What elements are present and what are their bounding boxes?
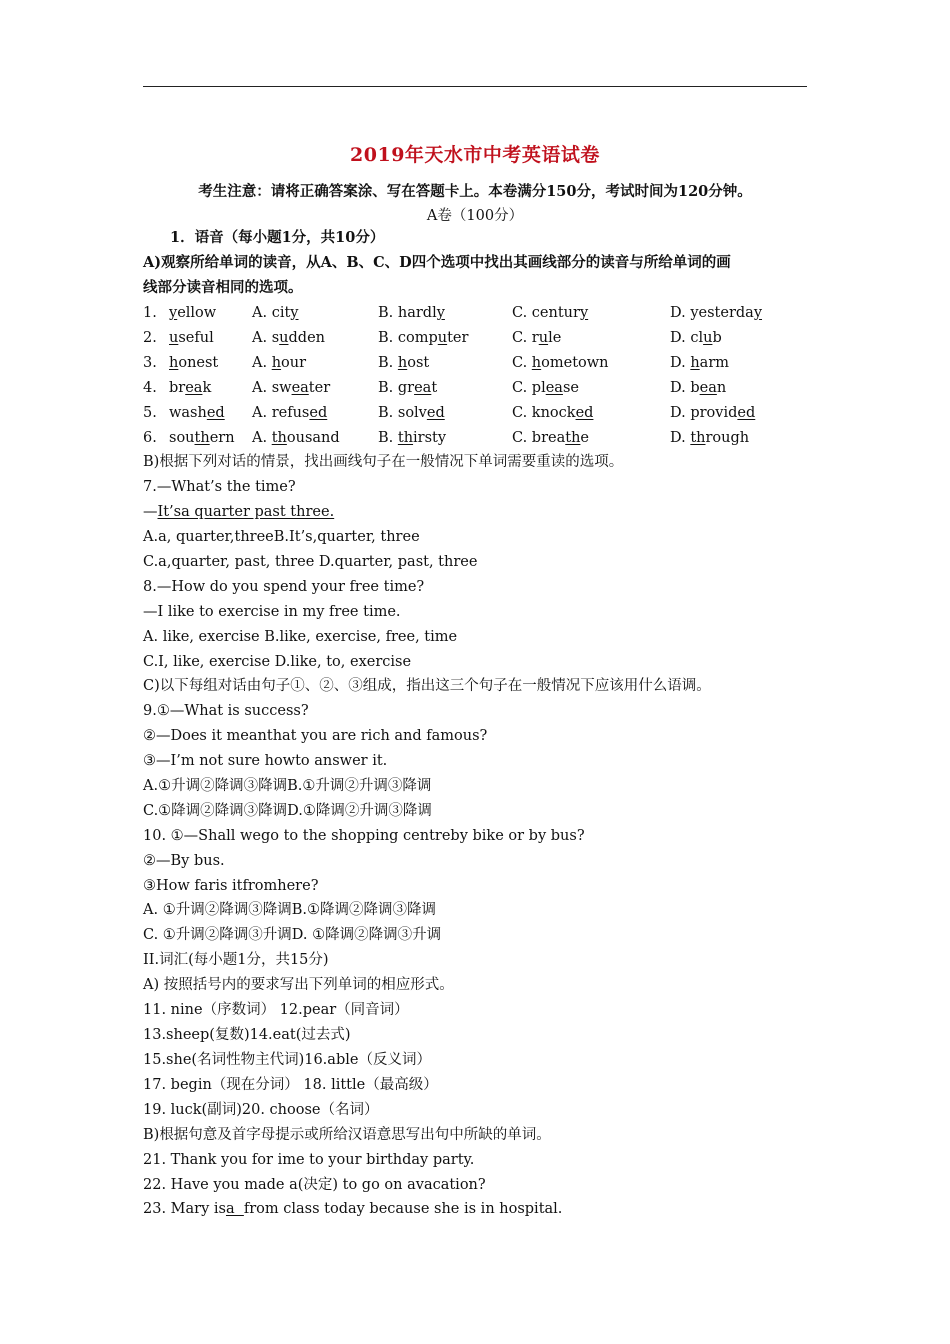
word-prefix: yesterda <box>690 305 754 321</box>
partA-instruction-line2: 线部分读音相同的选项。 <box>143 279 303 296</box>
word-prefix: pl <box>531 380 546 396</box>
underlined-letters: u <box>538 330 549 346</box>
option-letter: A. <box>252 380 272 396</box>
phonics-option <box>252 429 340 447</box>
phonics-question-number: 2. <box>143 330 157 346</box>
phonics-option <box>378 404 445 422</box>
word-prefix: brea <box>531 430 566 446</box>
q10-options-cd: C. ①升调②降调③升调D. ①降调②降调③升调 <box>143 927 442 943</box>
underlined-letters: h <box>271 355 282 371</box>
s23-answer-blank: a <box>225 1201 244 1217</box>
word-prefix: wash <box>169 405 207 421</box>
option-letter: C. <box>512 430 532 446</box>
phonics-option <box>512 354 609 372</box>
word-suffix: ellow <box>177 305 217 321</box>
q9-line2: ②—Does it meanthat you are rich and famous? <box>143 728 488 744</box>
phonics-option <box>512 304 588 322</box>
dash: — <box>143 504 158 520</box>
word-prefix: b <box>690 380 700 396</box>
option-letter: D. <box>670 405 691 421</box>
underlined-letters: th <box>565 430 581 446</box>
phonics-option <box>512 379 579 397</box>
q9-line3: ③—I’m not sure howto answer it. <box>143 753 388 769</box>
underlined-letters: u <box>437 330 448 346</box>
vocab-19-20: 19. luck(副词)20. choose（名词） <box>143 1102 379 1118</box>
option-letter: B. <box>378 405 398 421</box>
option-letter: A. <box>252 405 272 421</box>
word-suffix: our <box>281 355 307 371</box>
underlined-letters: ea <box>291 380 309 396</box>
word-suffix: ter <box>308 380 331 396</box>
phonics-option <box>512 329 561 347</box>
underlined-letters: y <box>579 305 589 321</box>
underlined-letters: h <box>169 355 179 371</box>
word-suffix: t <box>431 380 438 396</box>
underlined-letters: ed <box>426 405 445 421</box>
option-letter: A. <box>252 305 272 321</box>
word-prefix: comp <box>397 330 438 346</box>
option-letter: D. <box>670 430 691 446</box>
phonics-option <box>252 304 299 322</box>
underlined-letters: y <box>436 305 445 321</box>
underlined-letters: u <box>703 330 713 346</box>
word-suffix: e <box>580 430 590 446</box>
option-letter: C. <box>512 405 532 421</box>
word-suffix: le <box>548 330 562 346</box>
word-suffix: ometown <box>541 355 609 371</box>
q10-line1: 10. ①—Shall wego to the shopping centreby bike or by bus? <box>143 828 585 844</box>
s23-prefix: 23. Mary is <box>143 1201 226 1217</box>
q7-answer-line <box>143 503 334 521</box>
option-letter: C. <box>512 305 532 321</box>
word-suffix: ern <box>209 430 235 446</box>
header-rule <box>143 86 807 87</box>
underlined-letters: ea <box>545 380 563 396</box>
section-a-label: A卷（100分） <box>426 208 524 224</box>
underlined-letters: y <box>290 305 299 321</box>
underlined-letters: ea <box>185 380 203 396</box>
option-letter: D. <box>670 355 691 371</box>
phonics-option <box>378 379 437 397</box>
word-suffix: arm <box>699 355 729 371</box>
word-suffix: n <box>716 380 727 396</box>
option-letter: B. <box>378 305 398 321</box>
word-prefix: sou <box>169 430 195 446</box>
word-suffix: ousand <box>286 430 340 446</box>
phonics-option <box>252 354 306 372</box>
part2B-instruction: B)根据句意及首字母提示或所给汉语意思写出句中所缺的单词。 <box>143 1127 551 1143</box>
q9-options-cd: C.①降调②降调③降调D.①降调②升调③降调 <box>143 803 432 819</box>
phonics-question-number: 1. <box>143 305 157 321</box>
phonics-option <box>252 329 325 347</box>
vocab-11-12: 11. nine（序数词） 12.pear（同音词） <box>143 1002 409 1018</box>
phonics-question-number: 3. <box>143 355 157 371</box>
option-letter: D. <box>670 330 691 346</box>
word-prefix: knock <box>531 405 576 421</box>
q7-prompt: 7.—What’s the time? <box>143 479 296 495</box>
q9-line1: 9.①—What is success? <box>143 703 309 719</box>
phonics-option <box>670 304 762 322</box>
sentence-22: 22. Have you made a(决定) to go on avacation? <box>143 1177 486 1193</box>
word-prefix: br <box>169 380 186 396</box>
underlined-letters: u <box>169 330 179 346</box>
q8-options-cd: C.I, like, exercise D.like, to, exercise <box>143 654 412 670</box>
phonics-option <box>252 379 330 397</box>
phonics-option <box>670 429 749 447</box>
option-letter: D. <box>670 380 691 396</box>
q10-options-ab: A. ①升调②降调③降调B.①降调②降调③降调 <box>143 902 436 918</box>
phonics-option <box>670 329 722 347</box>
q8-answer-line: —I like to exercise in my free time. <box>143 604 401 620</box>
word-prefix: gr <box>397 380 415 396</box>
q8-prompt: 8.—How do you spend your free time? <box>143 579 425 595</box>
word-suffix: onest <box>178 355 219 371</box>
word-prefix: cit <box>271 305 291 321</box>
phonics-given-word <box>169 404 225 422</box>
phonics-given-word <box>169 304 216 322</box>
word-suffix: b <box>712 330 722 346</box>
underlined-letters: th <box>690 430 706 446</box>
underlined-letters: ea <box>699 380 717 396</box>
underlined-letters: h <box>690 355 700 371</box>
word-suffix: irsty <box>413 430 447 446</box>
phonics-option <box>670 354 729 372</box>
underlined-letters: th <box>271 430 287 446</box>
phonics-option <box>378 429 446 447</box>
option-letter: C. <box>512 380 532 396</box>
phonics-given-word <box>169 429 235 447</box>
option-letter: A. <box>252 430 272 446</box>
part2A-instruction: A) 按照括号内的要求写出下列单词的相应形式。 <box>143 977 454 993</box>
underlined-letters: h <box>531 355 542 371</box>
word-prefix: sw <box>271 380 292 396</box>
word-prefix: provid <box>690 405 738 421</box>
q10-line2: ②—By bus. <box>143 853 225 869</box>
word-suffix: dden <box>288 330 325 346</box>
underlined-letters: u <box>279 330 289 346</box>
option-letter: C. <box>512 355 532 371</box>
underlined-letters: ea <box>414 380 432 396</box>
word-suffix: se <box>562 380 579 396</box>
option-letter: D. <box>670 305 691 321</box>
phonics-given-word <box>169 329 214 347</box>
option-letter: B. <box>378 430 398 446</box>
q9-options-ab: A.①升调②降调③降调B.①升调②升调③降调 <box>143 778 432 794</box>
underlined-letters: ed <box>737 405 756 421</box>
exam-notice: 考生注意：请将正确答案涂、写在答题卡上。本卷满分150分，考试时间为120分钟。 <box>198 183 752 200</box>
q10-line3: ③How faris itfromhere? <box>143 878 319 894</box>
option-letter: B. <box>378 355 398 371</box>
phonics-option <box>512 429 589 447</box>
underlined-letters: y <box>753 305 763 321</box>
word-prefix: hardl <box>397 305 437 321</box>
vocab-17-18: 17. begin（现在分词） 18. little（最高级） <box>143 1077 438 1093</box>
s23-suffix: from class today because she is in hospital. <box>243 1201 563 1217</box>
phonics-option <box>252 404 327 422</box>
exam-title: 2019年天水市中考英语试卷 <box>350 144 600 166</box>
phonics-option <box>670 404 755 422</box>
word-prefix: r <box>531 330 539 346</box>
vocab-13-14: 13.sheep(复数)14.eat(过去式) <box>143 1027 351 1043</box>
phonics-question-number: 4. <box>143 380 157 396</box>
q7-options-ab: A.a, quarter,threeB.It’s,quarter, three <box>143 529 420 545</box>
phonics-given-word <box>169 379 211 397</box>
phonics-question-number: 6. <box>143 430 157 446</box>
word-suffix: seful <box>178 330 214 346</box>
option-letter: A. <box>252 355 272 371</box>
underlined-letters: th <box>397 430 414 446</box>
phonics-option <box>378 329 468 347</box>
underlined-letters: ed <box>309 405 328 421</box>
word-prefix: s <box>271 330 280 346</box>
sentence-23 <box>143 1200 562 1218</box>
underlined-letters: y <box>169 305 178 321</box>
option-letter: C. <box>512 330 532 346</box>
vocab-15-16: 15.she(名词性物主代词)16.able（反义词） <box>143 1052 431 1068</box>
sentence-21: 21. Thank you for ime to your birthday party. <box>143 1152 475 1168</box>
word-prefix: centur <box>531 305 580 321</box>
part1-heading: 1．语音（每小题1分，共10分） <box>170 229 385 246</box>
underlined-letters: h <box>397 355 408 371</box>
underlined-letters: ed <box>206 405 225 421</box>
phonics-option <box>378 304 445 322</box>
partA-instruction-line1: A)观察所给单词的读音，从A、B、C、D四个选项中找出其画线部分的读音与所给单词的画 <box>143 254 731 271</box>
word-prefix: cl <box>690 330 704 346</box>
phonics-question-number: 5. <box>143 405 157 421</box>
option-letter: A. <box>252 330 272 346</box>
phonics-option <box>670 379 726 397</box>
word-suffix: rough <box>705 430 750 446</box>
partB-instruction: B)根据下列对话的情景，找出画线句子在一般情况下单词需要重读的选项。 <box>143 454 624 470</box>
q7-underlined-sentence: It’sa quarter past three. <box>157 504 335 520</box>
option-letter: B. <box>378 330 398 346</box>
underlined-letters: th <box>194 430 210 446</box>
part2-heading: II.词汇(每小题1分，共15分) <box>143 952 329 968</box>
partC-instruction: C)以下每组对话由句子①、②、③组成，指出这三个句子在一般情况下应该用什么语调。 <box>143 678 711 694</box>
phonics-given-word <box>169 354 218 372</box>
word-prefix: solv <box>397 405 427 421</box>
phonics-option <box>378 354 429 372</box>
underlined-letters: ed <box>575 405 594 421</box>
q7-options-cd: C.a,quarter, past, three D.quarter, past, three <box>143 554 478 570</box>
word-suffix: k <box>202 380 212 396</box>
option-letter: B. <box>378 380 398 396</box>
phonics-option <box>512 404 593 422</box>
word-prefix: refus <box>271 405 310 421</box>
word-suffix: ter <box>447 330 469 346</box>
word-suffix: ost <box>407 355 430 371</box>
q8-options-ab: A. like, exercise B.like, exercise, free, time <box>143 629 458 645</box>
